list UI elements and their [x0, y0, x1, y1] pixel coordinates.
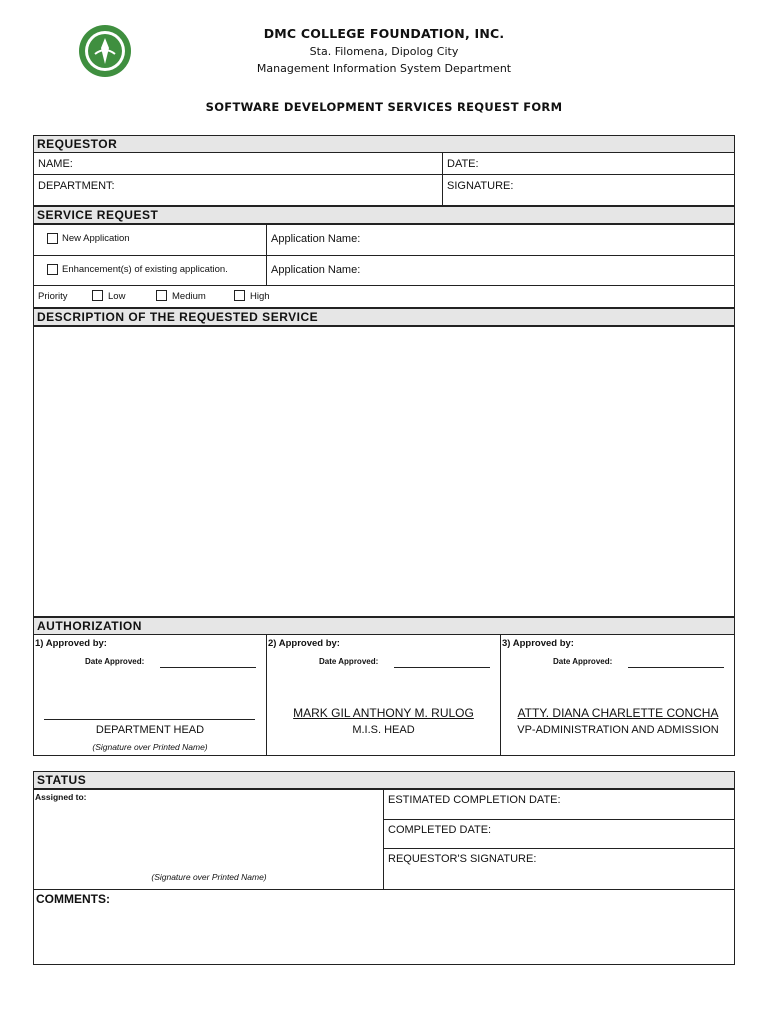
form-title: SOFTWARE DEVELOPMENT SERVICES REQUEST FORM — [205, 100, 563, 114]
date-approved-label-2: Date Approved: — [319, 657, 379, 666]
auth-divider-1 — [266, 634, 267, 756]
priority-low-checkbox[interactable] — [92, 290, 103, 301]
requestor-signature-label: REQUESTOR'S SIGNATURE: — [388, 853, 537, 865]
priority-medium-checkbox[interactable] — [156, 290, 167, 301]
comments-field[interactable] — [33, 889, 735, 965]
app-name-label-1: Application Name: — [271, 233, 361, 245]
approver2-name: MARK GIL ANTHONY M. RULOG — [293, 706, 474, 720]
enhancement-label: Enhancement(s) of existing application. — [62, 264, 228, 275]
priority-low-label: Low — [108, 291, 126, 302]
name-field[interactable] — [33, 152, 443, 175]
approver1-signature-line[interactable] — [44, 719, 255, 720]
signature-field[interactable] — [442, 174, 735, 206]
org-name: DMC COLLEGE FOUNDATION, INC. — [263, 26, 505, 41]
approver2-title: M.I.S. HEAD — [352, 724, 415, 736]
assigned-note: (Signature over Printed Name) — [151, 872, 267, 882]
date-field[interactable] — [442, 152, 735, 175]
app-name-label-2: Application Name: — [271, 264, 361, 276]
requestor-signature-field[interactable] — [383, 848, 735, 890]
approver1-label: 1) Approved by: — [35, 638, 107, 649]
name-label: NAME: — [38, 158, 73, 170]
date-approved-line-1[interactable] — [160, 667, 256, 668]
approver1-title: DEPARTMENT HEAD — [95, 724, 205, 736]
completed-date-label: COMPLETED DATE: — [388, 824, 492, 836]
priority-high-checkbox[interactable] — [234, 290, 245, 301]
status-heading: STATUS — [33, 771, 735, 789]
new-application-label: New Application — [62, 233, 130, 244]
completed-date-field[interactable] — [383, 819, 735, 849]
department-field[interactable] — [33, 174, 443, 206]
authorization-box — [33, 634, 735, 756]
requestor-heading: REQUESTOR — [33, 135, 735, 153]
description-textarea[interactable] — [33, 326, 735, 617]
date-approved-label-3: Date Approved: — [553, 657, 613, 666]
new-application-checkbox[interactable] — [47, 233, 58, 244]
description-heading: DESCRIPTION OF THE REQUESTED SERVICE — [33, 308, 735, 326]
enhancement-checkbox[interactable] — [47, 264, 58, 275]
date-approved-label-1: Date Approved: — [85, 657, 145, 666]
comments-label: COMMENTS: — [36, 892, 110, 906]
department-label: DEPARTMENT: — [38, 180, 115, 192]
priority-medium-label: Medium — [172, 291, 206, 302]
authorization-heading: AUTHORIZATION — [33, 617, 735, 635]
approver2-label: 2) Approved by: — [268, 638, 340, 649]
priority-high-label: High — [250, 291, 270, 302]
est-completion-label: ESTIMATED COMPLETION DATE: — [388, 794, 561, 806]
approver1-note: (Signature over Printed Name) — [92, 742, 208, 752]
app-name-field-1[interactable] — [266, 224, 735, 256]
approver3-label: 3) Approved by: — [502, 638, 574, 649]
date-label: DATE: — [447, 158, 479, 170]
auth-divider-2 — [500, 634, 501, 756]
approver3-title: VP-ADMINISTRATION AND ADMISSION — [517, 724, 719, 736]
assigned-to-label: Assigned to: — [35, 792, 87, 802]
approver3-name: ATTY. DIANA CHARLETTE CONCHA — [517, 706, 719, 720]
signature-label: SIGNATURE: — [447, 180, 514, 192]
date-approved-line-2[interactable] — [394, 667, 490, 668]
service-request-heading: SERVICE REQUEST — [33, 206, 735, 224]
app-name-field-2[interactable] — [266, 255, 735, 286]
est-completion-field[interactable] — [383, 789, 735, 820]
priority-label: Priority — [38, 291, 68, 302]
org-department: Management Information System Department — [256, 62, 512, 75]
org-address: Sta. Filomena, Dipolog City — [309, 45, 459, 58]
priority-row — [33, 285, 735, 308]
date-approved-line-3[interactable] — [628, 667, 724, 668]
